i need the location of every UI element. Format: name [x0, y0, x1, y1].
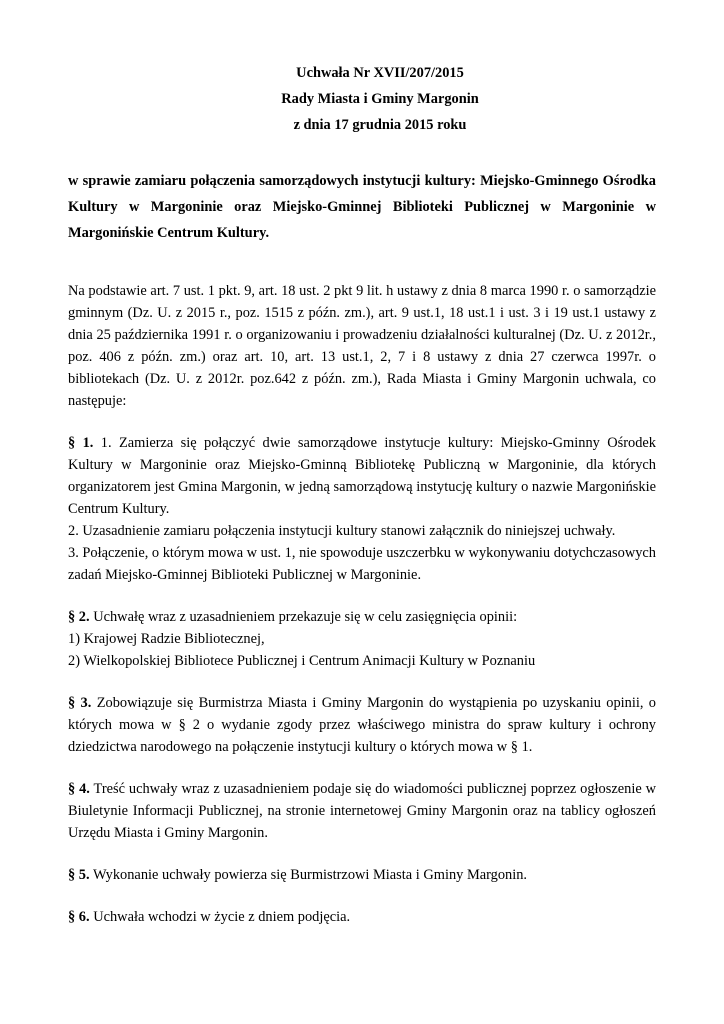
section-2-text: Uchwałę wraz z uzasadnieniem przekazuje się w celu zasięgnięcia opinii:	[93, 609, 518, 625]
section-5-label: § 5.	[68, 867, 90, 883]
section-3-text: Zobowiązuje się Burmistrza Miasta i Gminy Margonin do wystąpienia po uzyskaniu opinii, o których mowa w § 2 o wydanie zgody przez właściwego ministra do spraw kultury i ochrony dziedzictwa narodowego na połączenie instytucji kultury o których mowa w § 1.	[68, 695, 656, 755]
section-2	[68, 606, 656, 672]
section-3	[68, 692, 656, 758]
section-6	[68, 906, 656, 928]
section-2-item-2: 2) Wielkopolskiej Bibliotece Publicznej i Centrum Animacji Kultury w Poznaniu	[68, 653, 536, 669]
section-2-label: § 2.	[68, 609, 90, 625]
section-2-item-1: 1) Krajowej Radzie Bibliotecznej,	[68, 631, 265, 647]
resolution-subject: w sprawie zamiaru połączenia samorządowych instytucji kultury: Miejsko-Gminnego Ośrodka Kultury w Margoninie oraz Miejsko-Gminnej Biblioteki Publicznej w Margoninie w Margonińskie Centrum Kultury.	[68, 173, 656, 241]
section-3-label: § 3.	[68, 695, 92, 711]
section-5-text: Wykonanie uchwały powierza się Burmistrzowi Miasta i Gminy Margonin.	[92, 867, 528, 883]
section-1-point-3: 3. Połączenie, o którym mowa w ust. 1, nie spowoduje uszczerbku w wykonywaniu dotychczasowych zadań Miejsko-Gminnej Biblioteki Publicznej w Margoninie.	[68, 545, 656, 583]
section-4-label: § 4.	[68, 781, 90, 797]
section-6-text: Uchwała wchodzi w życie z dniem podjęcia.	[93, 909, 351, 925]
legal-basis: Na podstawie art. 7 ust. 1 pkt. 9, art. 18 ust. 2 pkt 9 lit. h ustawy z dnia 8 marca 1990 r. o samorządzie gminnym (Dz. U. z 2015 r., poz. 1515 z późn. zm.), art. 9 ust.1, 18 ust.1 i ust. 3 i 19 ust.1 ustawy z dnia 25 października 1991 r. o organizowaniu i prowadzeniu działalności kulturalnej (Dz. U. z 2012r., poz. 406 z późn. zm.) oraz art. 10, art. 13 ust.1, 2, 7 i 8 ustawy z dnia 27 czerwca 1997r. o bibliotekach (Dz. U. z 2012r. poz.642 z późn. zm.), Rada Miasta i Gminy Margonin uchwala, co następuje:	[68, 283, 656, 409]
resolution-date: z dnia 17 grudnia 2015 roku	[293, 117, 467, 133]
section-1-point-2: 2. Uzasadnienie zamiaru połączenia instytucji kultury stanowi załącznik do niniejszej uchwały.	[68, 523, 616, 539]
section-1-point-1: 1. Zamierza się połączyć dwie samorządowe instytucje kultury: Miejsko-Gminny Ośrodek Kultury w Margoninie oraz Miejsko-Gminną Bibliotekę Publiczną w Margoninie, dla których organizatorem jest Gmina Margonin, w jedną samorządową instytucję kultury o nazwie Margonińskie Centrum Kultury.	[68, 435, 656, 517]
section-1	[68, 432, 656, 586]
resolution-number: Uchwała Nr XVII/207/2015	[296, 65, 464, 81]
section-5	[68, 864, 656, 886]
section-6-label: § 6.	[68, 909, 90, 925]
council-name: Rady Miasta i Gminy Margonin	[281, 91, 479, 107]
document-page	[68, 60, 656, 928]
section-4-text: Treść uchwały wraz z uzasadnieniem podaje się do wiadomości publicznej poprzez ogłoszenie w Biuletynie Informacji Publicznej, na stronie internetowej Gminy Margonin oraz na tablicy ogłoszeń Urzędu Miasta i Gminy Margonin.	[68, 781, 656, 841]
resolution-header	[104, 60, 656, 138]
section-4	[68, 778, 656, 844]
section-1-label: § 1.	[68, 435, 94, 451]
